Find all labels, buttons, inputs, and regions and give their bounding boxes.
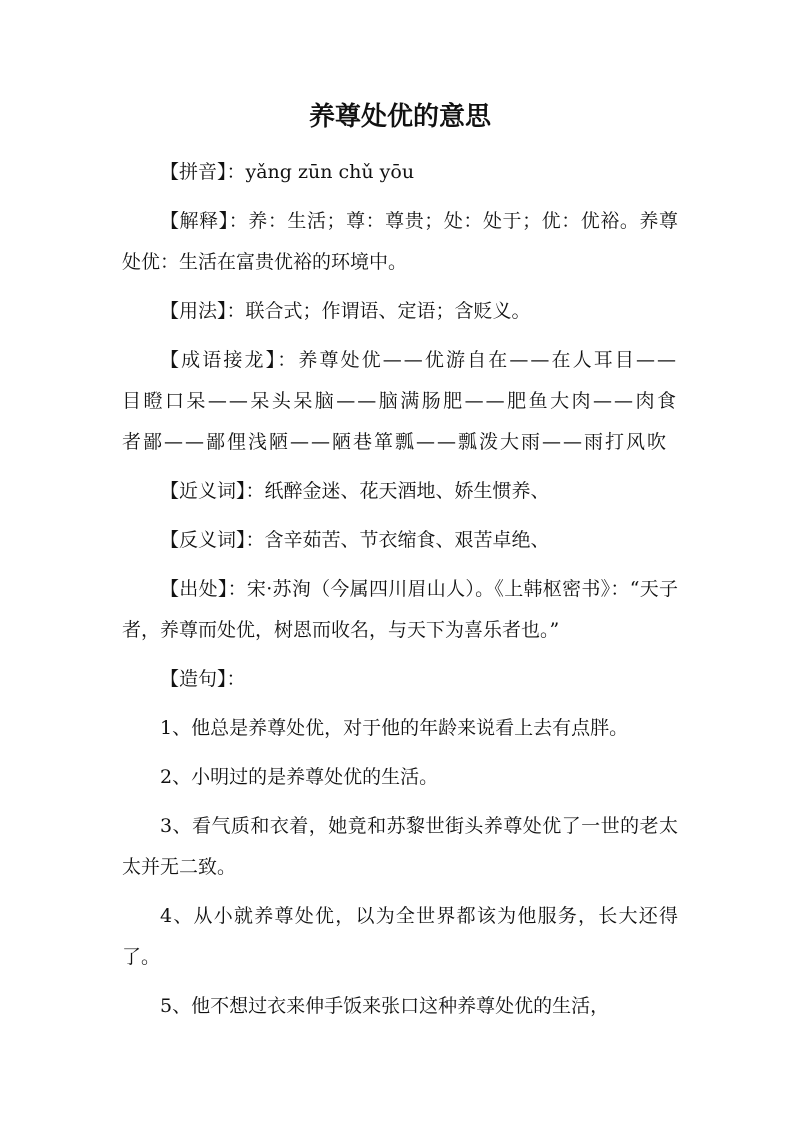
- idiom-chain-paragraph: 【成语接龙】：养尊处优——优游自在——在人耳目——目瞪口呆——呆头呆脑——脑满肠肥——肥鱼大肉——肉食者鄙——鄙俚浅陋——陋巷箪瓢——瓢泼大雨——雨打风吹: [122, 349, 678, 453]
- example-sentence: 2、小明过的是养尊处优的生活。: [160, 766, 439, 788]
- antonyms-paragraph: 【反义词】：含辛茹苦、节衣缩食、艰苦卓绝、: [160, 529, 550, 551]
- explanation-paragraph: 【解释】：养：生活；尊：尊贵；处：处于；优：优裕。养尊处优：生活在富贵优裕的环境中。: [122, 210, 678, 273]
- example-sentence: 4、从小就养尊处优，以为全世界都该为他服务，长大还得了。: [122, 905, 678, 968]
- pinyin-paragraph: 【拼音】：yǎng zūn chǔ yōu: [160, 161, 415, 183]
- document-body: [122, 152, 678, 1027]
- example-sentence: 1、他总是养尊处优，对于他的年龄来说看上去有点胖。: [160, 717, 629, 739]
- source-paragraph: 【出处】：宋·苏洵（今属四川眉山人）。《上韩枢密书》：“天子者，养尊而处优，树恩而收名，与天下为喜乐者也。”: [122, 578, 678, 641]
- usage-paragraph: 【用法】：联合式；作谓语、定语；含贬义。: [160, 300, 531, 322]
- example-sentence: 5、他不想过衣来伸手饭来张口这种养尊处优的生活，: [160, 995, 610, 1017]
- example-sentence: 3、看气质和衣着，她竟和苏黎世街头养尊处优了一世的老太太并无二致。: [122, 815, 678, 878]
- synonyms-paragraph: 【近义词】：纸醉金迷、花天酒地、娇生惯养、: [160, 480, 550, 502]
- document-title: 养尊处优的意思: [308, 102, 491, 132]
- example-sentences-heading: 【造句】：: [160, 668, 246, 690]
